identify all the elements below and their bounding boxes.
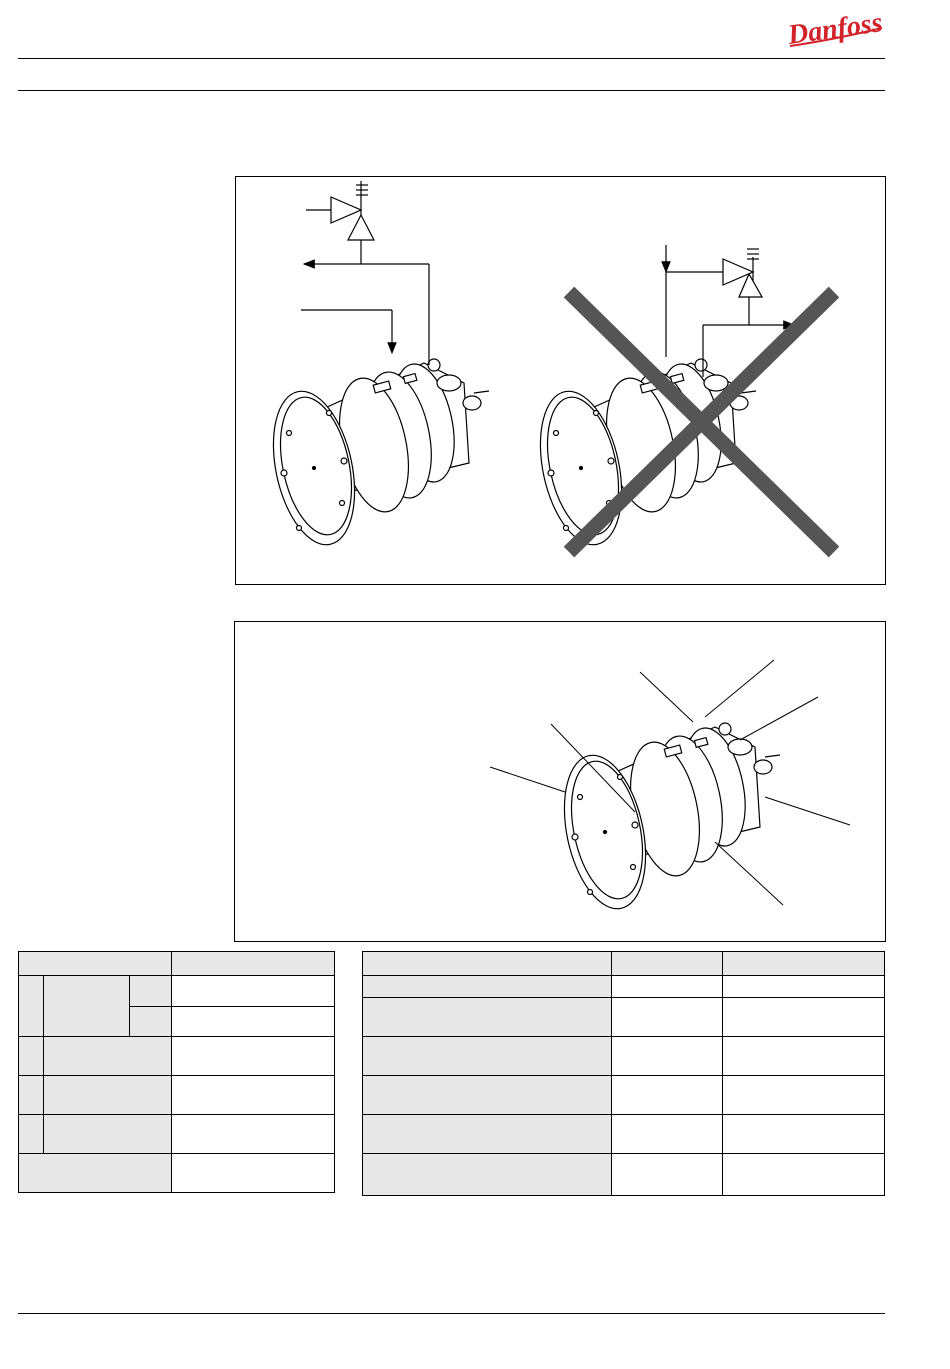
- hydraulic-circuit-left: [301, 181, 429, 365]
- spec-table-left: [18, 951, 335, 1193]
- danfoss-logo: [782, 6, 888, 52]
- figure-installation-orientation: [235, 176, 886, 585]
- figure-component-overview: [234, 621, 886, 942]
- motor-correct-orientation: [261, 358, 489, 552]
- header-rule-top: [18, 58, 885, 59]
- footer-rule: [18, 1313, 885, 1314]
- svg-text:Danfoss: Danfoss: [786, 7, 885, 51]
- motor-component-view: [552, 722, 780, 916]
- motor-incorrect-orientation: [528, 358, 756, 552]
- header-rule-bottom: [18, 90, 885, 91]
- spec-table-right: [362, 951, 885, 1196]
